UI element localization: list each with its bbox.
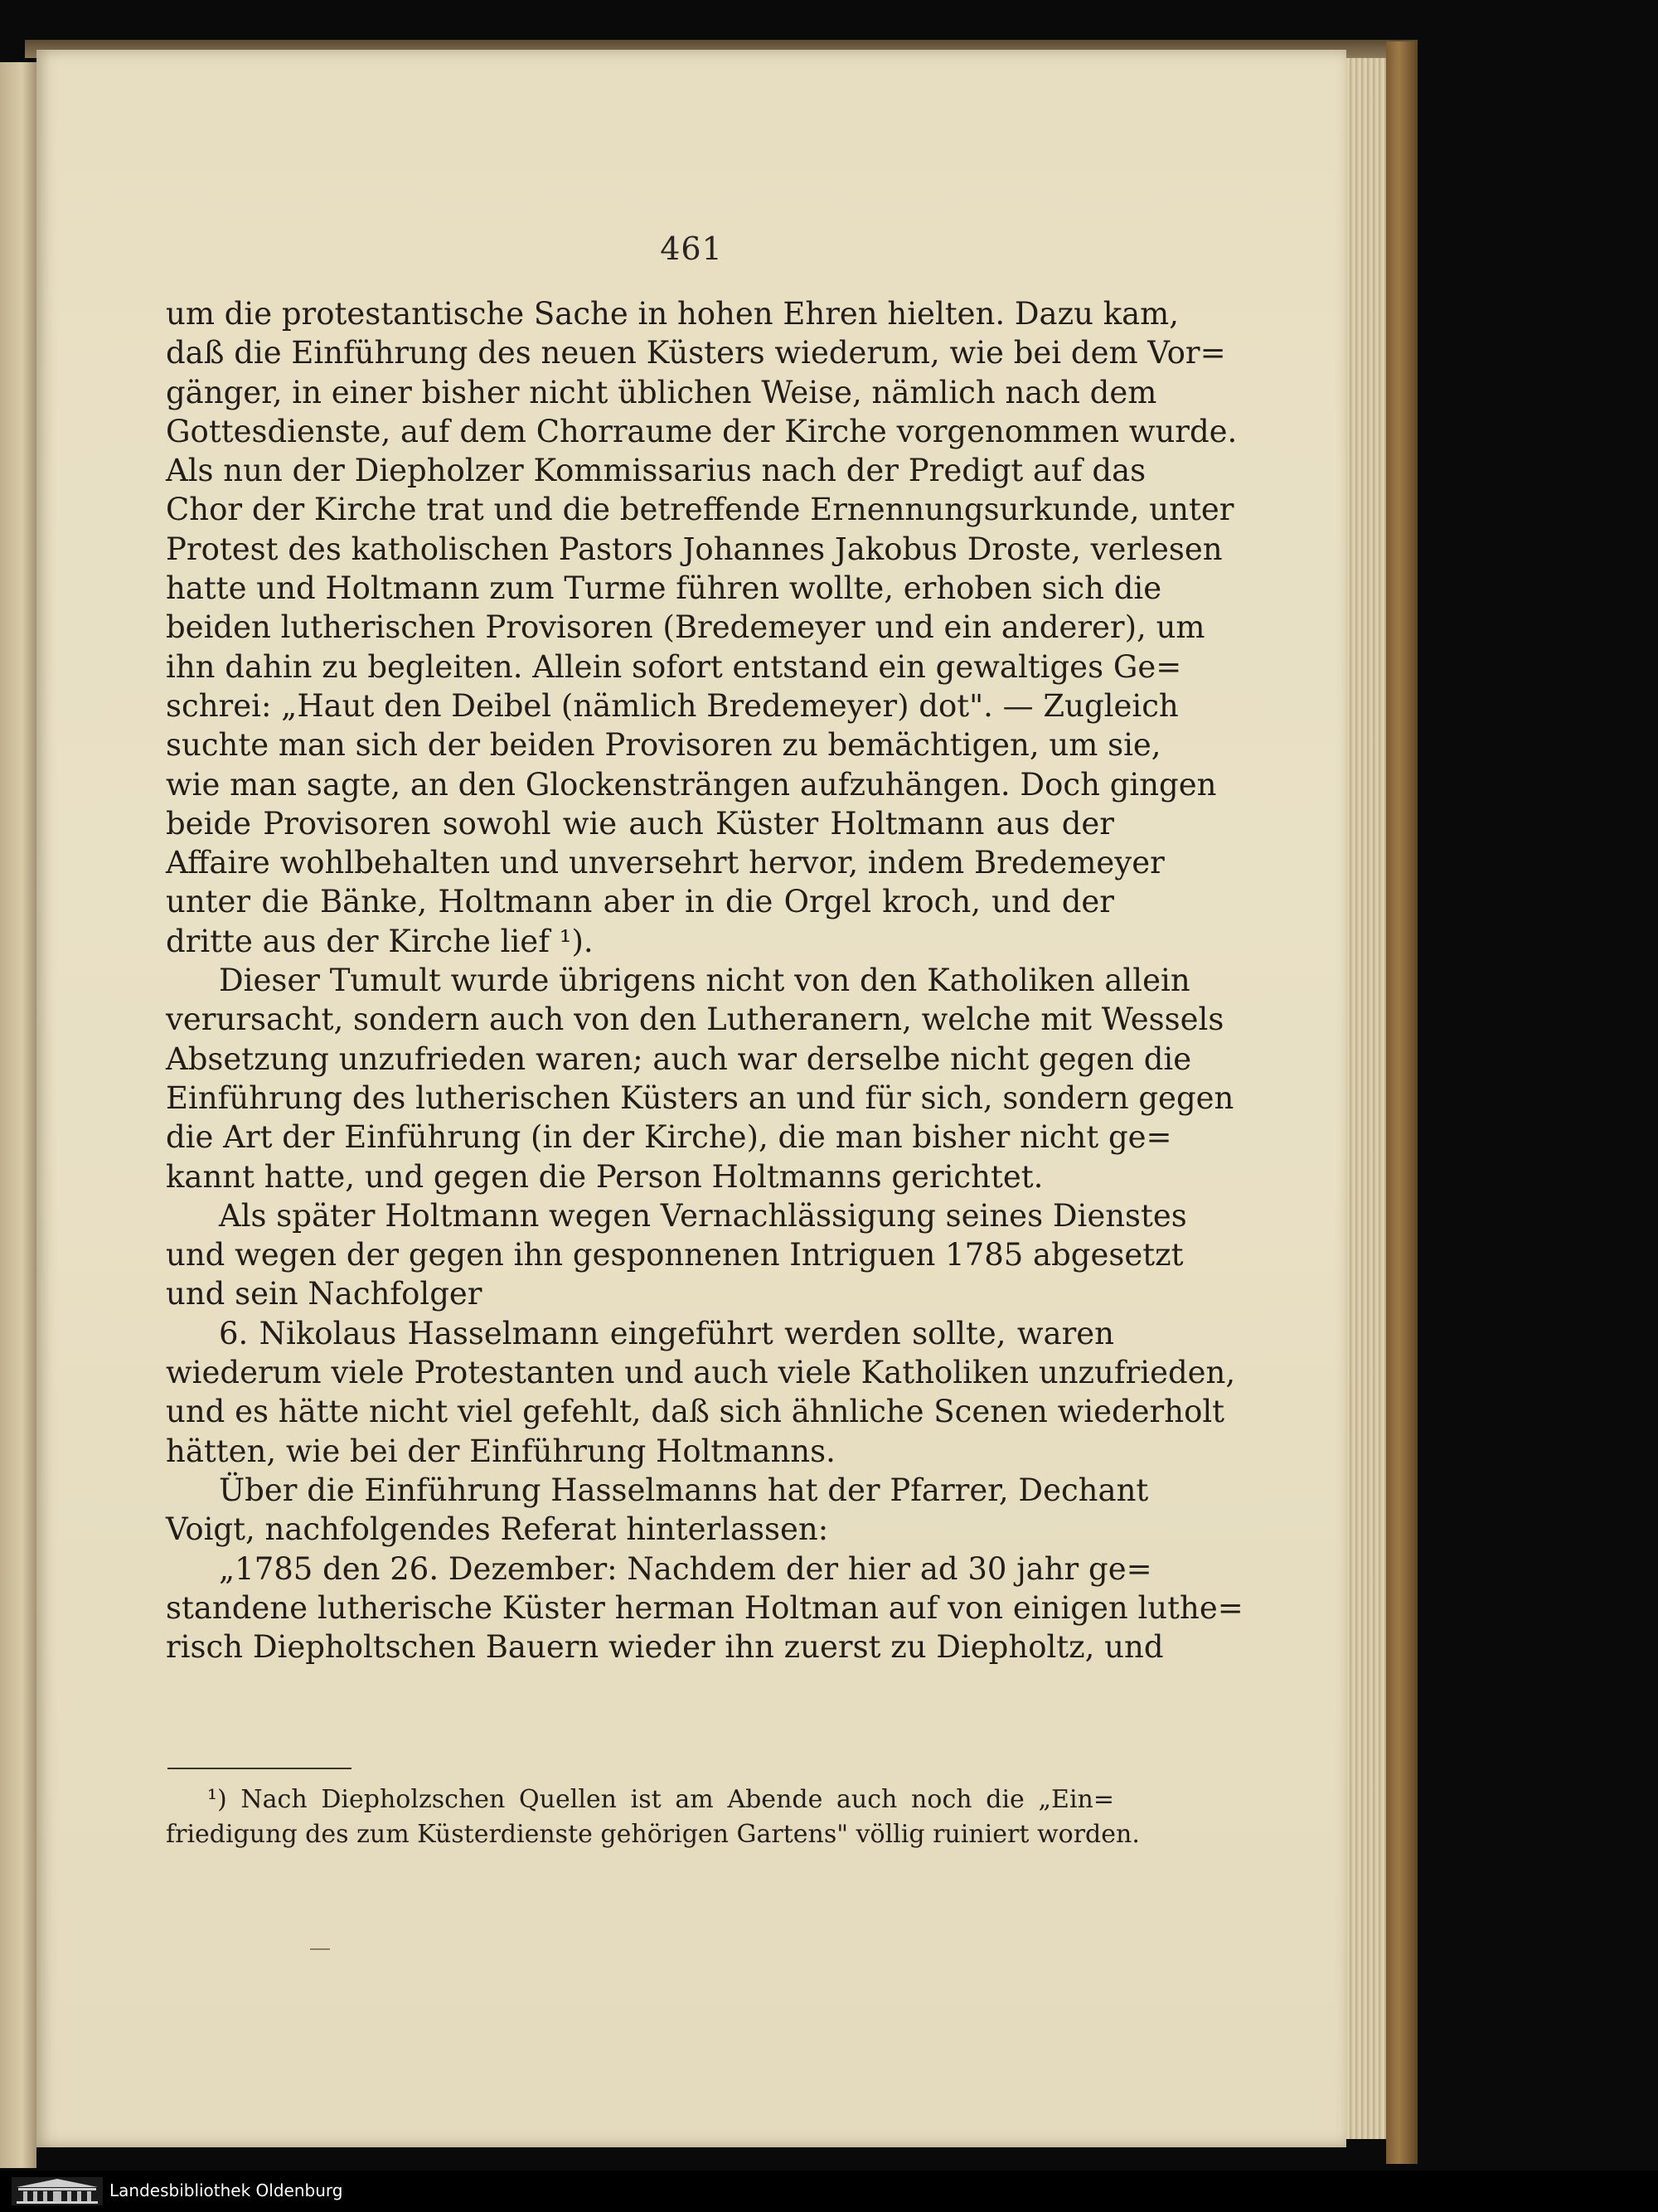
text-line: um die protestantische Sache in hohen Ehren hielten. Dazu kam,	[166, 296, 1180, 332]
text-line: Absetzung unzufrieden waren; auch war derselbe nicht gegen die	[166, 1041, 1192, 1077]
text-line: ihn dahin zu begleiten. Allein sofort entstand ein gewaltiges Ge=	[166, 648, 1182, 685]
text-line: gänger, in einer bisher nicht üblichen Weise, nämlich nach dem	[166, 374, 1157, 410]
text-line: Gottesdienste, auf dem Chorraume der Kirche vorgenommen wurde.	[166, 413, 1238, 449]
text-line: wie man sagte, an den Glockensträngen aufzuhängen. Doch gingen	[166, 766, 1217, 803]
text-line: hatte und Holtmann zum Turme führen wollte, erhoben sich die	[166, 570, 1162, 607]
text-line: beiden lutherischen Provisoren (Bredemeyer und ein anderer), um	[166, 609, 1205, 646]
footnote-line: ¹) Nach Diepholzschen Quellen ist am Abende auch noch die „Ein=	[207, 1785, 1114, 1814]
text-line: verursacht, sondern auch von den Lutheranern, welche mit Wessels	[166, 1002, 1224, 1038]
footnotes	[166, 1783, 1140, 1852]
page-mark	[310, 1948, 330, 1950]
footnote-line: friedigung des zum Küsterdienste gehörigen Gartens" völlig ruiniert worden.	[166, 1820, 1140, 1849]
text-line: Als später Holtmann wegen Vernachlässigung seines Dienstes	[219, 1197, 1187, 1234]
text-line: und sein Nachfolger	[166, 1276, 482, 1312]
text-line: suchte man sich der beiden Provisoren zu bemächtigen, um sie,	[166, 727, 1161, 764]
body-text	[166, 294, 1244, 1666]
text-line: Über die Einführung Hasselmanns hat der Pfarrer, Dechant	[219, 1472, 1149, 1508]
text-line: standene lutherische Küster herman Holtman auf von einigen luthe=	[166, 1589, 1244, 1626]
text-line: die Art der Einführung (in der Kirche), die man bisher nicht ge=	[166, 1119, 1172, 1156]
left-page-edge	[0, 62, 36, 2168]
text-line: wiederum viele Protestanten und auch viele Katholiken unzufrieden,	[166, 1355, 1236, 1391]
book-page	[36, 50, 1346, 2147]
library-building-icon	[12, 2177, 103, 2205]
text-line: Einführung des lutherischen Küsters an und für sich, sondern gegen	[166, 1079, 1234, 1116]
page-edges	[1346, 58, 1386, 2139]
text-line: Chor der Kirche trat und die betreffende Ernennungsurkunde, unter	[166, 492, 1234, 528]
text-line: Protest des katholischen Pastors Johannes Jakobus Droste, verlesen	[166, 531, 1223, 567]
footer-bar	[0, 2171, 1658, 2212]
text-line: dritte aus der Kirche lief ¹).	[166, 923, 594, 959]
text-line: „1785 den 26. Dezember: Nachdem der hier ad 30 jahr ge=	[219, 1550, 1152, 1587]
text-line: Voigt, nachfolgendes Referat hinterlassen:	[166, 1511, 829, 1548]
library-name: Landesbibliothek Oldenburg	[109, 2180, 343, 2200]
text-line: unter die Bänke, Holtmann aber in die Orgel kroch, und der	[166, 884, 1114, 920]
text-line: beide Provisoren sowohl wie auch Küster Holtmann aus der	[166, 805, 1114, 842]
text-line: kannt hatte, und gegen die Person Holtmanns gerichtet.	[166, 1158, 1044, 1195]
page-number: 461	[660, 230, 723, 267]
text-line: und es hätte nicht viel gefehlt, daß sich ähnliche Scenen wiederholt	[166, 1394, 1225, 1430]
text-line: Als nun der Diepholzer Kommissarius nach der Predigt auf das	[166, 453, 1147, 489]
text-line: Affaire wohlbehalten und unversehrt hervor, indem Bredemeyer	[166, 845, 1165, 881]
text-line: hätten, wie bei der Einführung Holtmanns.	[166, 1433, 836, 1469]
text-line: risch Diepholtschen Bauern wieder ihn zuerst zu Diepholtz, und	[166, 1629, 1164, 1666]
footnote-divider	[167, 1768, 351, 1769]
book-cover-right	[1386, 41, 1418, 2164]
text-line: 6. Nikolaus Hasselmann eingeführt werden sollte, waren	[219, 1315, 1114, 1351]
text-line: schrei: „Haut den Deibel (nämlich Bredemeyer) dot". — Zugleich	[166, 687, 1179, 724]
text-line: daß die Einführung des neuen Küsters wiederum, wie bei dem Vor=	[166, 335, 1226, 371]
text-line: Dieser Tumult wurde übrigens nicht von den Katholiken allein	[219, 963, 1190, 999]
text-line: und wegen der gegen ihn gesponnenen Intriguen 1785 abgesetzt	[166, 1237, 1184, 1273]
